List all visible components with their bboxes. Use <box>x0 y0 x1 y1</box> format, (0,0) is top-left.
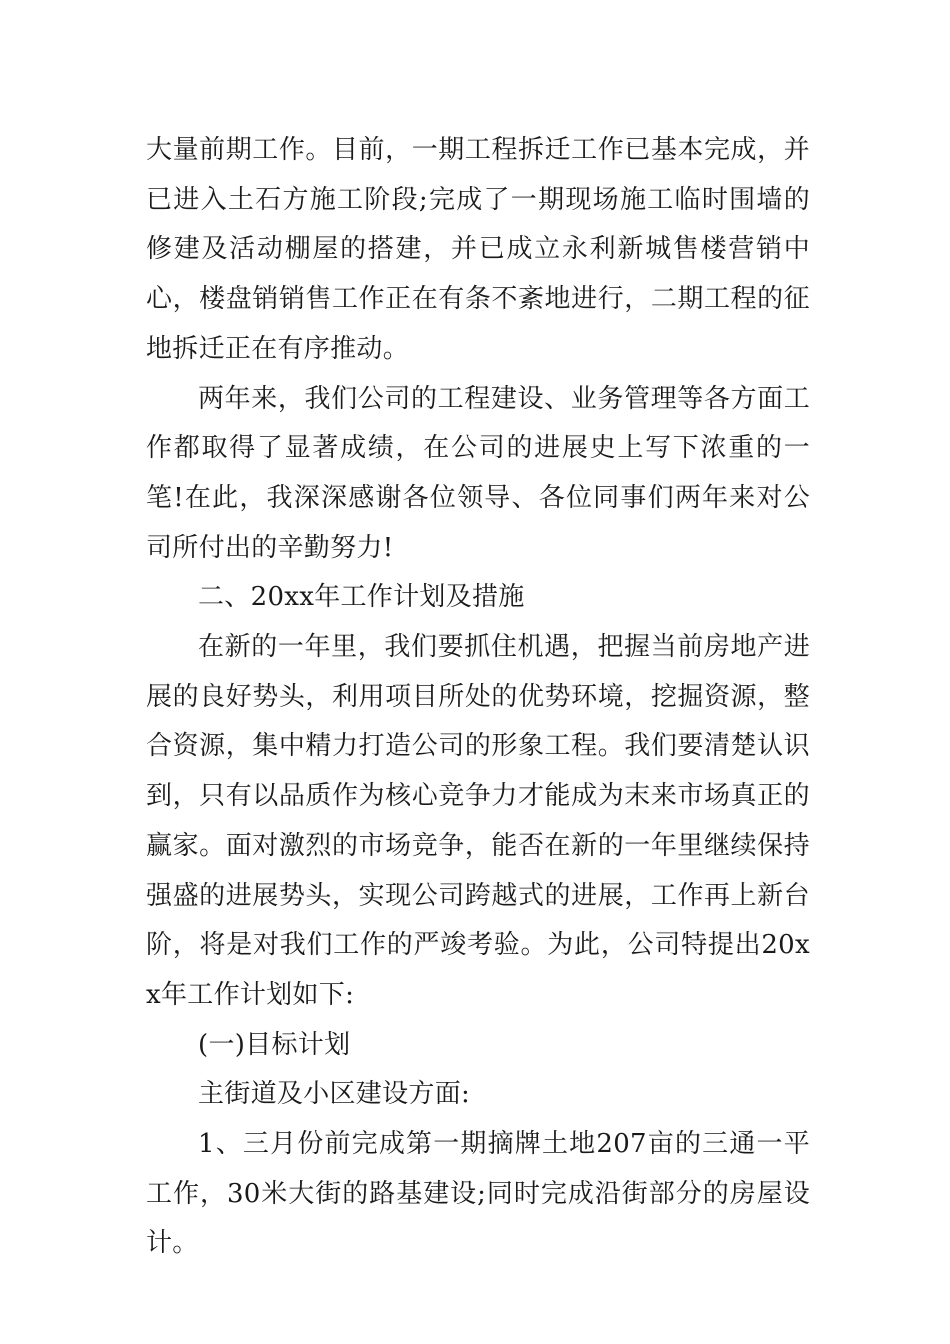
subsection-heading: (一)目标计划 <box>198 1029 351 1060</box>
paragraph-continuation: 大量前期工作。目前，一期工程拆迁工作已基本完成，并已进入土石方施工阶段;完成了一期现场施工临时围墙的修建及活动棚屋的搭建，并已成立永利新城售楼营销中心，楼盘销销售工作正在有条不紊地进行，二期工程的征地拆迁正在有序推动。 <box>146 135 810 364</box>
section-heading: 二、20xx年工作计划及措施 <box>198 582 525 613</box>
document-body <box>146 126 810 1269</box>
paragraph-plan-intro: 在新的一年里，我们要抓住机遇，把握当前房地产进展的良好势头，利用项目所处的优势环境，挖掘资源，整合资源，集中精力打造公司的形象工程。我们要清楚认识到，只有以品质作为核心竞争力才能成为末来市场真正的赢家。面对激烈的市场竞争，能否在新的一年里继续保持强盛的进展势头，实现公司跨越式的进展，工作再上新台阶，将是对我们工作的严竣考验。为此，公司特提出20xx年工作计划如下: <box>146 632 810 1010</box>
paragraph-street-construction: 主街道及小区建设方面: <box>198 1079 471 1110</box>
list-item: 1、三月份前完成第一期摘牌土地207亩的三通一平工作，30米大街的路基建设;同时完成沿街部分的房屋设计。 <box>146 1129 810 1259</box>
paragraph-summary: 两年来，我们公司的工程建设、业务管理等各方面工作都取得了显著成绩，在公司的进展史上写下浓重的一笔!在此，我深深感谢各位领导、各位同事们两年来对公司所付出的辛勤努力! <box>146 383 810 563</box>
